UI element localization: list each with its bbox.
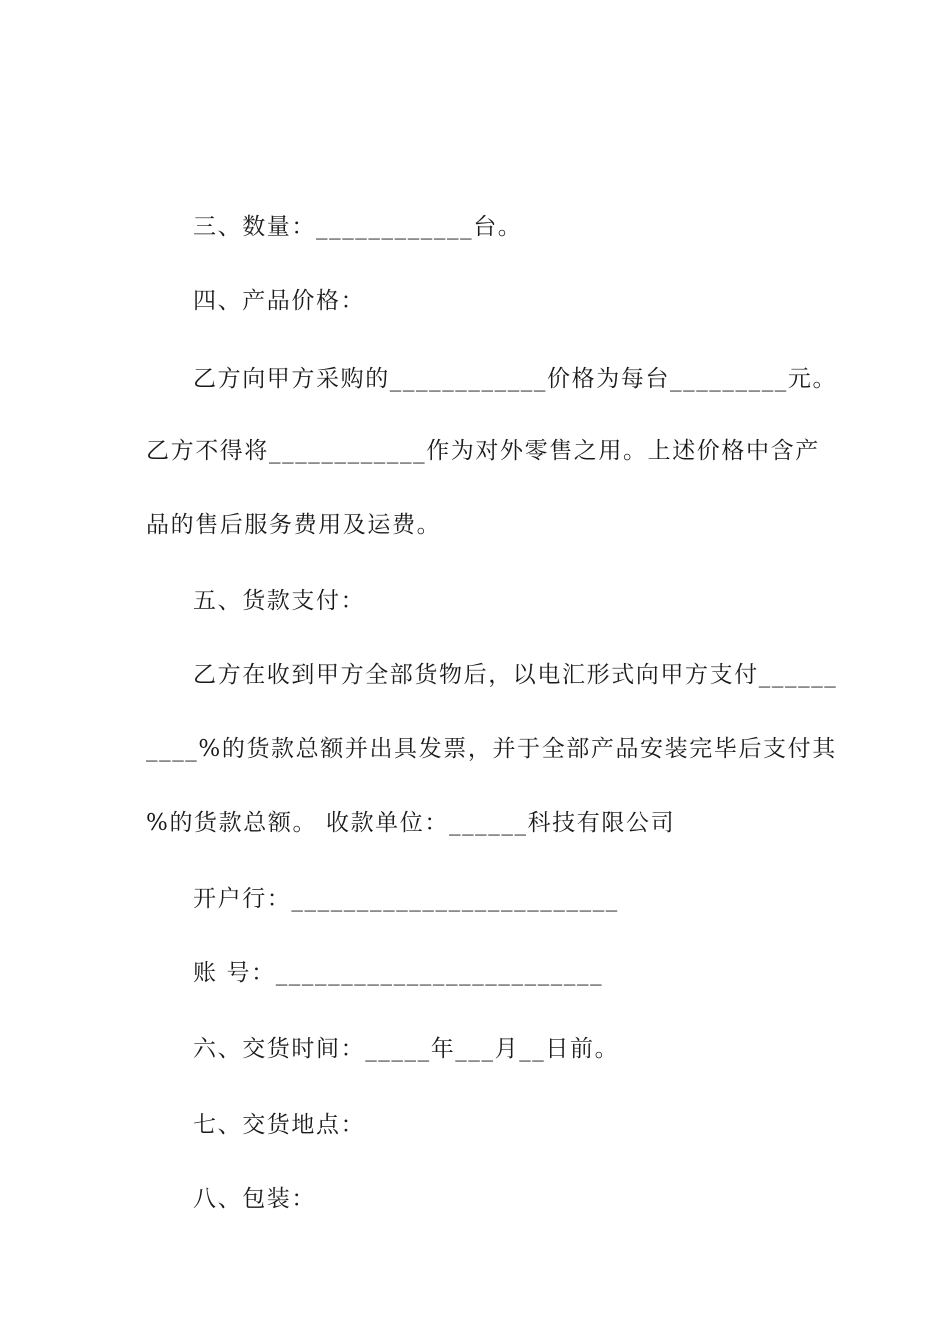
section-price-heading: 四、产品价格：	[193, 288, 366, 314]
section-packaging: 八、包装：	[193, 1186, 316, 1212]
payment-paragraph-line-2: ____%的货款总额并出具发票，并于全部产品安装完毕后支付其	[146, 736, 837, 762]
section-delivery-time: 六、交货时间：_____年___月__日前。	[193, 1036, 620, 1062]
section-quantity: 三、数量：____________台。	[193, 214, 523, 240]
price-paragraph-line-3: 品的售后服务费用及运费。	[146, 512, 442, 538]
section-delivery-place: 七、交货地点：	[193, 1112, 366, 1138]
bank-line: 开户行：_________________________	[193, 886, 619, 912]
payment-paragraph-line-1: 乙方在收到甲方全部货物后，以电汇形式向甲方支付______	[193, 662, 838, 688]
payment-paragraph-line-3: %的货款总额。 收款单位：______科技有限公司	[146, 810, 676, 836]
price-paragraph-line-1: 乙方向甲方采购的____________价格为每台_________元。	[193, 366, 838, 392]
section-payment-heading: 五、货款支付：	[193, 588, 366, 614]
account-line: 账 号：_________________________	[193, 960, 604, 986]
price-paragraph-line-2: 乙方不得将____________作为对外零售之用。上述价格中含产	[146, 438, 820, 464]
